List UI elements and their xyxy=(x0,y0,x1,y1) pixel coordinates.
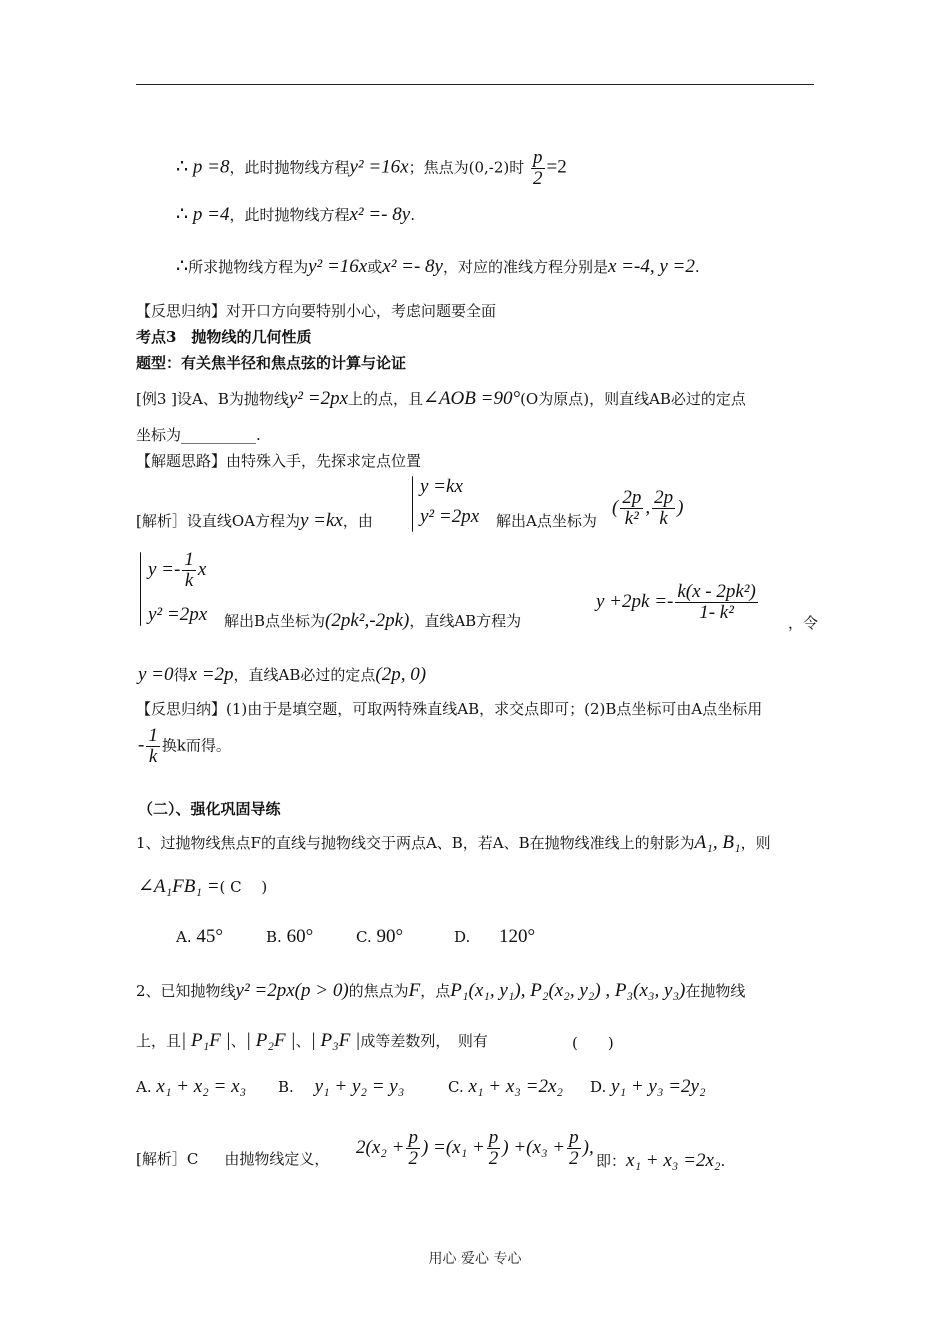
q2-option-d: D. y₁ + y₃ =2y₂ xyxy=(590,1076,706,1097)
header-rule xyxy=(136,84,814,85)
system-1-eq-b: y² =2px xyxy=(420,506,480,527)
coord-a: ( $\frac{2p}{\text{k²}}$ , $\frac{2p}{k}$ ) xyxy=(612,487,684,529)
analysis-4-result: 即：x₁ + x₃ =2x₂. xyxy=(596,1150,726,1171)
q1-option-c: C. 90° xyxy=(356,926,404,947)
q2-option-a: A. x₁ + x₂ = x₃ xyxy=(136,1076,247,1097)
q1-option-b: B. 60° xyxy=(266,926,314,947)
reflection-2-cont: - $\frac{1}{k}$ 换k而得。 xyxy=(138,725,231,767)
line-conclusion: ∴所求抛物线方程为y² =16x或x² =- 8y，对应的准线方程分别是x =-4, y =2. xyxy=(176,256,700,277)
line-ab-equation: y +2pk =- $\frac{\text{k(x - 2pk²)}}{\text{1- k²}}$ xyxy=(596,581,756,623)
analysis-line-2: 解出B点坐标为(2pk²,-2pk)，直线AB方程为 xyxy=(224,610,522,631)
q1-option-a: A. 45° xyxy=(176,926,223,947)
q2-option-c: C. x₁ + x₃ =2x₂ xyxy=(448,1076,564,1097)
line-p4: ∴ p =4，此时抛物线方程x² =- 8y. xyxy=(176,204,415,225)
line-p8: ∴ p =8，此时抛物线方程y² =16x；焦点为(0,-2)时 $\frac{p}{2}$ =2 xyxy=(176,147,567,189)
coord-a-text: 解出A点坐标为 xyxy=(496,512,597,530)
question-2: 2、已知抛物线y² =2px(p > 0)的焦点为F，点P₁(x₁, y₁), P₂(x₂, y₂) , P₃(x₃, y₃)在抛物线 xyxy=(136,980,746,1001)
reflection-2: 【反思归纳】(1)由于是填空题，可取两特殊直线AB，求交点即可；(2)B点坐标可由A点坐标用 xyxy=(136,700,763,718)
ling: ，令 xyxy=(788,614,819,632)
kaodian-heading: 考点3 抛物线的几何性质 xyxy=(136,328,312,346)
section-2-heading: （二）、强化巩固导练 xyxy=(138,800,281,818)
solution-idea: 【解题思路】由特殊入手，先探求定点位置 xyxy=(136,452,422,470)
example-3-blank: 坐标为__________. xyxy=(136,426,261,444)
q2-answer-paren: ( ) xyxy=(572,1034,614,1052)
tixing-heading: 题型：有关焦半径和焦点弦的计算与论证 xyxy=(136,354,407,372)
fraction-p-over-2: $\frac{p}{2}$ xyxy=(533,147,543,189)
reflection-1: 【反思归纳】对开口方向要特别小心，考虑问题要全面 xyxy=(136,302,497,320)
system-2-eq-a: y =- $\frac{1}{k}$ x xyxy=(148,549,207,591)
q1-option-d: D. 120° xyxy=(454,926,536,947)
analysis-line-3: y =0得x =2p，直线AB必过的定点(2p, 0) xyxy=(138,664,427,685)
question-2-cont: 上，且| P₁F |、| P₂F |、| P₃F |成等差数列， 则有 xyxy=(136,1030,488,1051)
system-2-eq-b: y² =2px xyxy=(148,604,208,625)
example-3: [例3 ]设A、B为抛物线y² =2px上的点，且∠AOB =90°(O为原点)，则直线AB必过的定点 xyxy=(136,388,746,409)
question-1: 1、过抛物线焦点F的直线与抛物线交于两点A、B，若A、B在抛物线准线上的射影为A₁, B₁，则 xyxy=(136,832,771,853)
analysis-4-label: [解析］C 由抛物线定义， xyxy=(136,1150,330,1168)
analysis-4-equation: 2(x₂ + $\frac{p}{2}$ ) =(x₁ + $\frac{p}{2}$ ) +(x₃ + $\frac{p}{2}$ ), xyxy=(356,1127,594,1169)
system-brace-2 xyxy=(140,552,141,626)
page-footer: 用心 爱心 专心 xyxy=(428,1251,522,1267)
analysis-line-1: [解析］设直线OA方程为y =kx，由 xyxy=(136,510,373,531)
system-1-eq-a: y =kx xyxy=(420,476,463,497)
question-1-angle: ∠A₁FB₁ =( C ) xyxy=(138,876,268,897)
system-brace-1 xyxy=(412,476,413,532)
q2-option-b: B. y₁ + y₂ = y₃ xyxy=(278,1076,405,1097)
